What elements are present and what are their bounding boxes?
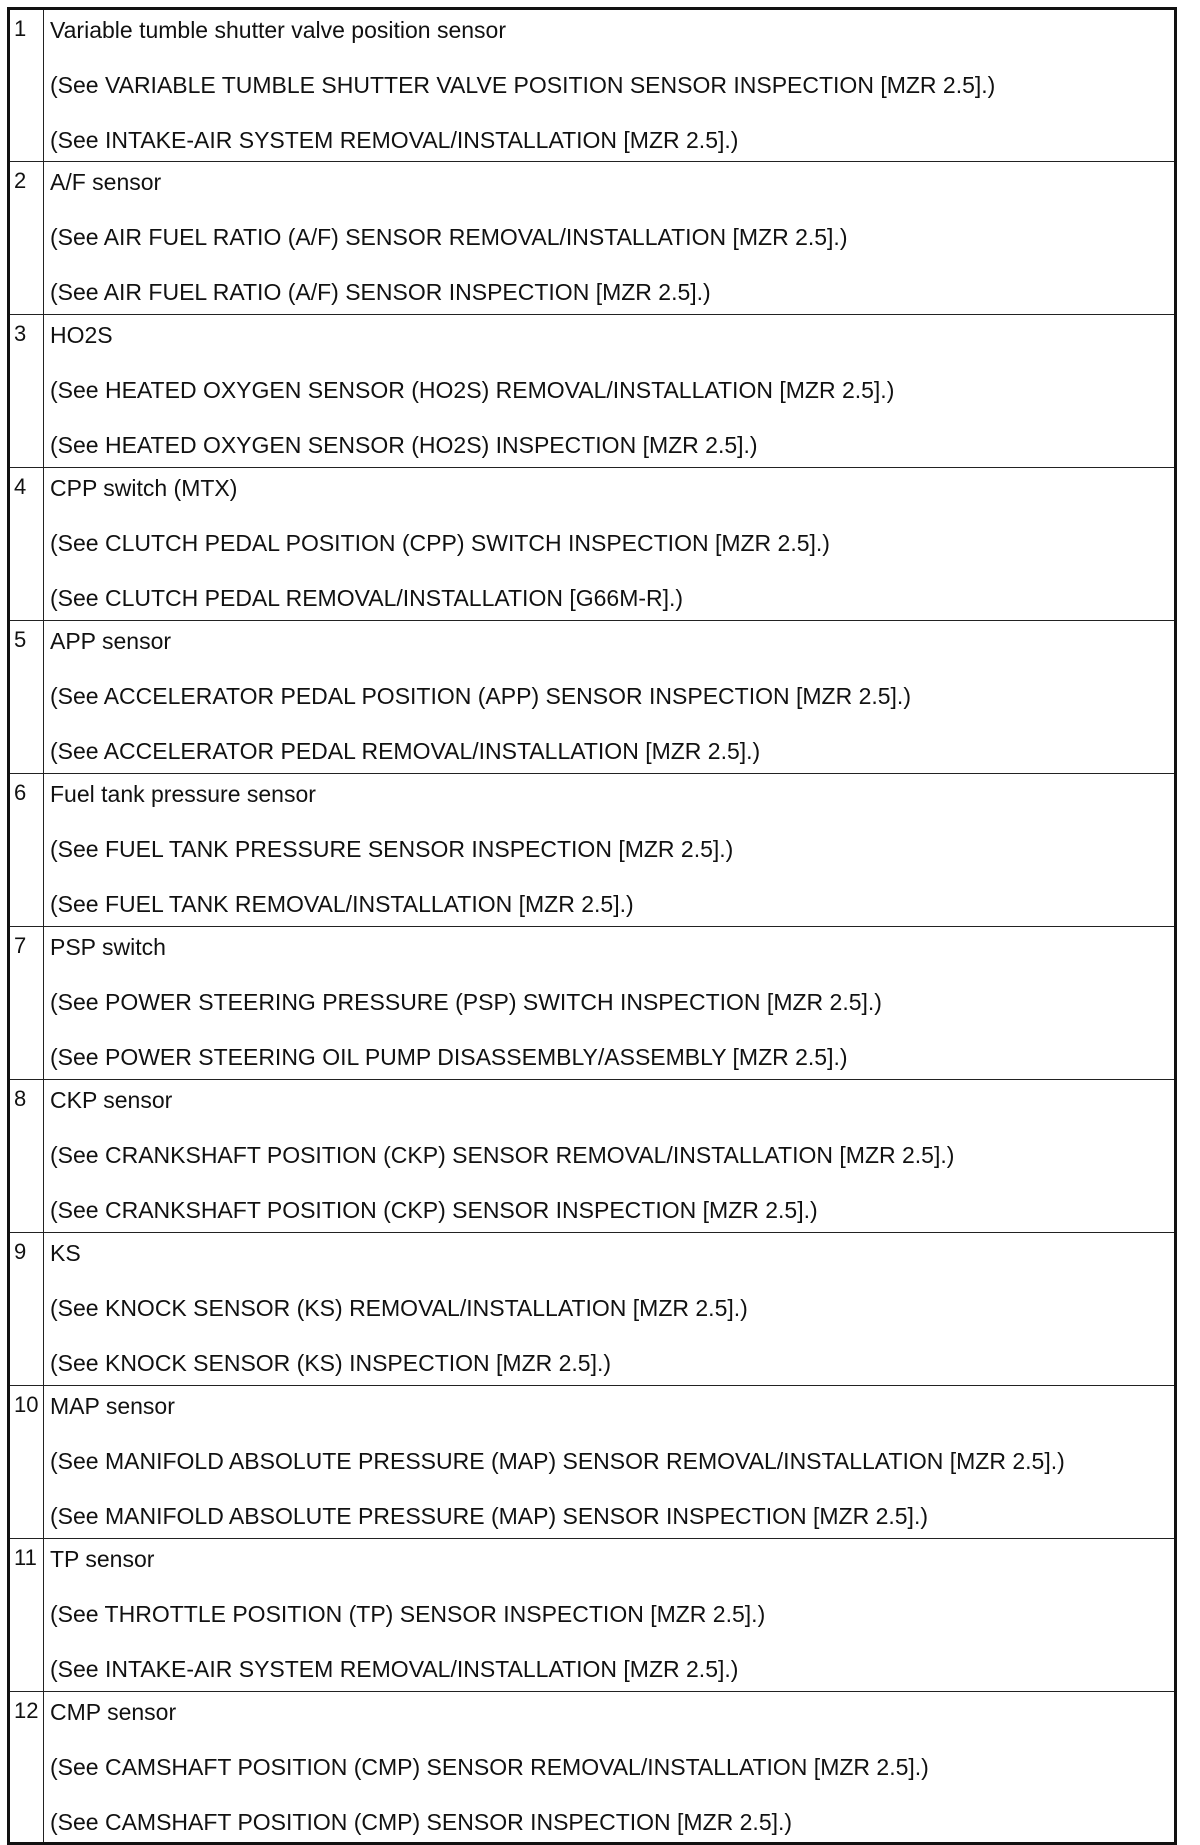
row-content-cell [44,1692,1176,1844]
component-name: CKP sensor [50,1087,173,1113]
row-number-cell [9,1386,44,1539]
row-content-cell [44,774,1176,927]
row-number-cell [9,927,44,1080]
component-name: MAP sensor [50,1393,175,1419]
reference-link[interactable]: (See MANIFOLD ABSOLUTE PRESSURE (MAP) SENSOR REMOVAL/INSTALLATION [MZR 2.5].) [50,1448,1065,1474]
component-name: Fuel tank pressure sensor [50,781,316,807]
reference-link[interactable]: (See HEATED OXYGEN SENSOR (HO2S) INSPECTION [MZR 2.5].) [50,432,758,458]
component-reference-table [7,7,1177,1845]
reference-link[interactable]: (See FUEL TANK PRESSURE SENSOR INSPECTION [MZR 2.5].) [50,836,734,862]
row-number-cell [9,315,44,468]
table-body [9,9,1176,1844]
reference-link[interactable]: (See INTAKE-AIR SYSTEM REMOVAL/INSTALLATION [MZR 2.5].) [50,1656,739,1682]
reference-link[interactable]: (See CAMSHAFT POSITION (CMP) SENSOR REMOVAL/INSTALLATION [MZR 2.5].) [50,1754,929,1780]
row-number-cell [9,621,44,774]
table-row [9,468,1176,621]
row-number-cell [9,1080,44,1233]
component-name: CPP switch (MTX) [50,475,238,501]
table-row [9,315,1176,468]
component-name: A/F sensor [50,169,162,195]
reference-link[interactable]: (See HEATED OXYGEN SENSOR (HO2S) REMOVAL/INSTALLATION [MZR 2.5].) [50,377,895,403]
reference-link[interactable]: (See AIR FUEL RATIO (A/F) SENSOR INSPECTION [MZR 2.5].) [50,279,711,305]
row-content-cell [44,621,1176,774]
table-row [9,1080,1176,1233]
reference-link[interactable]: (See CLUTCH PEDAL REMOVAL/INSTALLATION [G66M-R].) [50,585,684,611]
row-number: 7 [14,933,27,958]
component-name: PSP switch [50,934,166,960]
reference-link[interactable]: (See POWER STEERING OIL PUMP DISASSEMBLY/ASSEMBLY [MZR 2.5].) [50,1044,848,1070]
row-number: 6 [14,780,27,805]
row-number-cell [9,468,44,621]
row-number-cell [9,774,44,927]
table-row [9,162,1176,315]
row-number: 2 [14,168,27,193]
reference-link[interactable]: (See KNOCK SENSOR (KS) REMOVAL/INSTALLATION [MZR 2.5].) [50,1295,748,1321]
row-content-cell [44,1080,1176,1233]
table-row [9,774,1176,927]
row-content-cell [44,927,1176,1080]
row-number: 8 [14,1086,27,1111]
row-number: 5 [14,627,27,652]
row-content-cell [44,162,1176,315]
reference-link[interactable]: (See ACCELERATOR PEDAL REMOVAL/INSTALLATION [MZR 2.5].) [50,738,761,764]
reference-link[interactable]: (See CLUTCH PEDAL POSITION (CPP) SWITCH INSPECTION [MZR 2.5].) [50,530,830,556]
row-content-cell [44,9,1176,162]
row-number: 1 [14,16,27,41]
row-number: 9 [14,1239,27,1264]
table-row [9,9,1176,162]
component-name: HO2S [50,322,113,348]
reference-link[interactable]: (See CAMSHAFT POSITION (CMP) SENSOR INSPECTION [MZR 2.5].) [50,1809,793,1835]
row-content-cell [44,468,1176,621]
row-number: 3 [14,321,27,346]
reference-link[interactable]: (See VARIABLE TUMBLE SHUTTER VALVE POSITION SENSOR INSPECTION [MZR 2.5].) [50,72,996,98]
row-content-cell [44,315,1176,468]
reference-link[interactable]: (See AIR FUEL RATIO (A/F) SENSOR REMOVAL/INSTALLATION [MZR 2.5].) [50,224,848,250]
component-name: APP sensor [50,628,172,654]
reference-link[interactable]: (See CRANKSHAFT POSITION (CKP) SENSOR REMOVAL/INSTALLATION [MZR 2.5].) [50,1142,955,1168]
reference-link[interactable]: (See ACCELERATOR PEDAL POSITION (APP) SENSOR INSPECTION [MZR 2.5].) [50,683,911,709]
row-number: 4 [14,474,27,499]
row-content-cell [44,1386,1176,1539]
reference-link[interactable]: (See THROTTLE POSITION (TP) SENSOR INSPECTION [MZR 2.5].) [50,1601,766,1627]
table-row [9,621,1176,774]
row-number: 11 [14,1545,37,1570]
reference-link[interactable]: (See FUEL TANK REMOVAL/INSTALLATION [MZR 2.5].) [50,891,634,917]
row-number-cell [9,1233,44,1386]
reference-link[interactable]: (See MANIFOLD ABSOLUTE PRESSURE (MAP) SENSOR INSPECTION [MZR 2.5].) [50,1503,928,1529]
reference-link[interactable]: (See CRANKSHAFT POSITION (CKP) SENSOR INSPECTION [MZR 2.5].) [50,1197,818,1223]
row-number-cell [9,1692,44,1844]
reference-link[interactable]: (See INTAKE-AIR SYSTEM REMOVAL/INSTALLATION [MZR 2.5].) [50,127,739,153]
row-content-cell [44,1539,1176,1692]
table-row [9,1539,1176,1692]
reference-link[interactable]: (See POWER STEERING PRESSURE (PSP) SWITCH INSPECTION [MZR 2.5].) [50,989,882,1015]
component-name: CMP sensor [50,1699,177,1725]
component-name: KS [50,1240,81,1266]
component-name: Variable tumble shutter valve position sensor [50,17,506,43]
row-number-cell [9,162,44,315]
table-row [9,1692,1176,1844]
reference-link[interactable]: (See KNOCK SENSOR (KS) INSPECTION [MZR 2.5].) [50,1350,612,1376]
table-row [9,1386,1176,1539]
row-number-cell [9,1539,44,1692]
component-name: TP sensor [50,1546,155,1572]
row-number-cell [9,9,44,162]
table-row [9,927,1176,1080]
row-content-cell [44,1233,1176,1386]
row-number: 12 [14,1698,39,1723]
row-number: 10 [14,1392,39,1417]
table-row [9,1233,1176,1386]
